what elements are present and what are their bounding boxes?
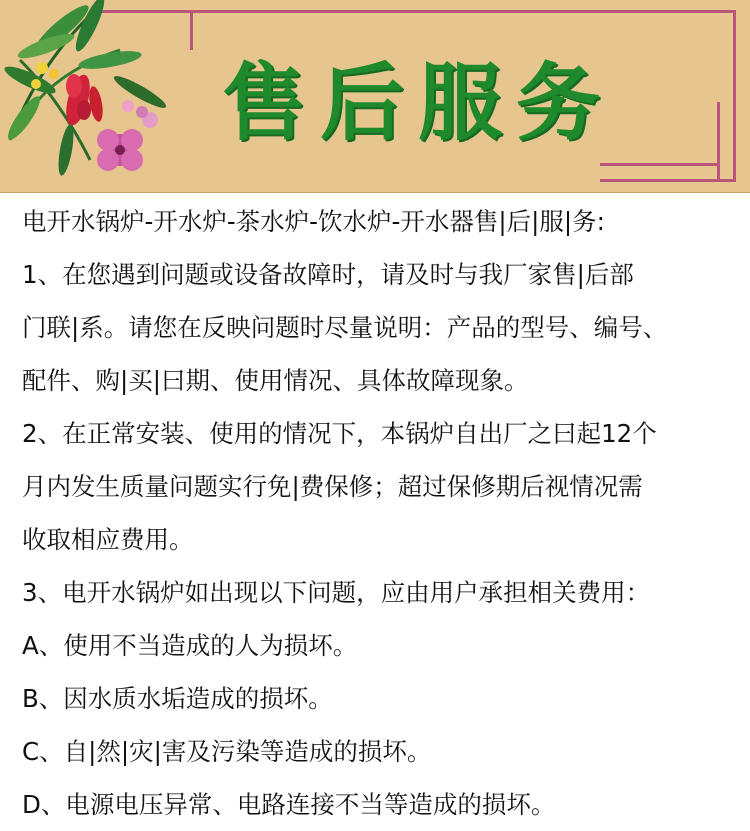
service-content	[22, 195, 742, 831]
item-c: C、自|然|灾|害及污染等造成的损坏。	[22, 737, 432, 766]
clause-2-line-1: 2、在正常安装、使用的情况下，本锅炉自出厂之曰起12个	[22, 419, 657, 448]
clause-1-line-2: 门联|系。请您在反映问题时尽量说明：产品的型号、编号、	[22, 313, 668, 342]
clause-1-line-3: 配件、购|买|曰期、使用情况、具体故障现象。	[22, 366, 529, 395]
tropical-flower-icon	[0, 0, 190, 192]
clause-1-line-1: 1、在您遇到问题或设备故障时，请及时与我厂家售|后部	[22, 260, 634, 289]
item-d: D、电源电压异常、电路连接不当等造成的损坏。	[22, 790, 556, 819]
page-title: 售后服务	[222, 53, 615, 152]
frame-line-right	[733, 10, 736, 182]
frame-line-inner-bottom	[600, 163, 720, 166]
frame-line-inner-right	[717, 102, 720, 182]
clause-3-line: 3、电开水锅炉如出现以下问题，应由用户承担相关费用：	[22, 578, 651, 607]
item-b: B、因水质水垢造成的损坏。	[22, 684, 333, 713]
frame-line-left	[190, 10, 193, 50]
clause-2-line-2: 月内发生质量问题实行免|费保修；超过保修期后视情况需	[22, 472, 643, 501]
intro-line: 电开水锅炉-开水炉-茶水炉-饮水炉-开水器售|后|服|务:	[22, 207, 605, 236]
header-banner	[0, 0, 750, 193]
item-a: A、使用不当造成的人为损坏。	[22, 631, 358, 660]
clause-2-line-3: 收取相应费用。	[22, 525, 194, 554]
frame-line-bottom	[600, 179, 736, 182]
